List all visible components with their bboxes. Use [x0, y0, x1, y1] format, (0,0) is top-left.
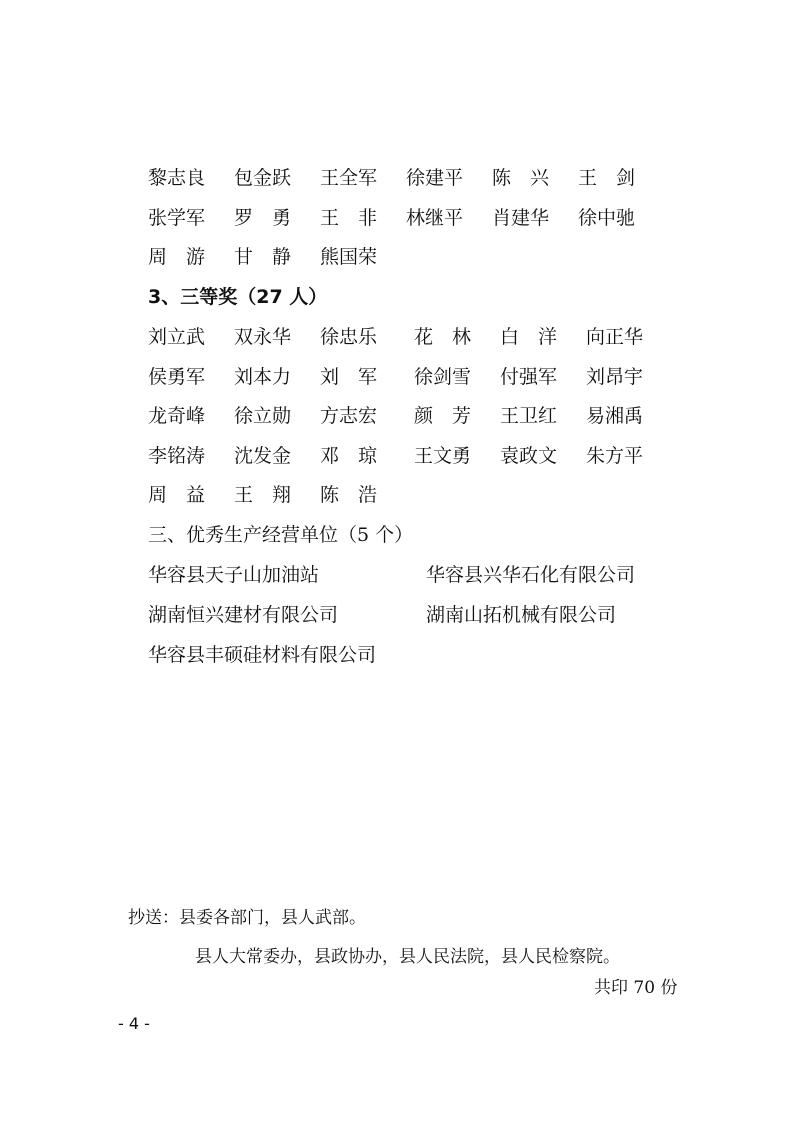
name: 甘 静 — [234, 246, 292, 268]
third-prize-heading: 3、三等奖（27 人） — [148, 286, 328, 308]
name: 王 剑 — [578, 167, 636, 189]
name: 刘立武 — [148, 326, 206, 348]
name: 易湘禹 — [586, 405, 644, 427]
unit-name: 华容县丰硕硅材料有限公司 — [148, 644, 377, 666]
name: 王 翔 — [234, 484, 292, 506]
name: 沈发金 — [234, 445, 292, 467]
name: 李铭涛 — [148, 445, 206, 467]
prev-names-row-1 — [0, 163, 793, 193]
prev-names-row-3 — [0, 242, 793, 272]
name: 袁政文 — [500, 445, 558, 467]
name: 熊国荣 — [320, 246, 378, 268]
third-prize-row-3 — [0, 401, 793, 431]
page-number: - 4 - — [118, 1014, 150, 1033]
name: 朱方平 — [586, 445, 644, 467]
unit-name: 华容县天子山加油站 — [148, 564, 320, 586]
name: 邓 琼 — [320, 445, 378, 467]
unit-name: 华容县兴华石化有限公司 — [426, 564, 636, 586]
name: 罗 勇 — [234, 207, 292, 229]
third-prize-row-4 — [0, 441, 793, 471]
third-prize-row-5 — [0, 480, 793, 510]
name: 侯勇军 — [148, 366, 206, 388]
name: 周 游 — [148, 246, 206, 268]
units-row-1 — [0, 560, 793, 590]
name: 刘 军 — [320, 366, 378, 388]
name: 陈 浩 — [320, 484, 378, 506]
name: 双永华 — [234, 326, 292, 348]
name: 王 非 — [320, 207, 378, 229]
name: 王全军 — [320, 167, 378, 189]
name: 林继平 — [406, 207, 464, 229]
third-prize-row-2 — [0, 362, 793, 392]
unit-name: 湖南山拓机械有限公司 — [426, 604, 617, 626]
cc-line-1: 抄送：县委各部门，县人武部。 — [128, 908, 366, 928]
name: 包金跃 — [234, 167, 292, 189]
name: 向正华 — [586, 326, 644, 348]
name: 方志宏 — [320, 405, 378, 427]
units-row-2 — [0, 600, 793, 630]
name: 刘昂宇 — [586, 366, 644, 388]
name: 周 益 — [148, 484, 206, 506]
units-heading: 三、优秀生产经营单位（5 个） — [148, 524, 414, 546]
name: 黎志良 — [148, 167, 206, 189]
name: 徐忠乐 — [320, 326, 378, 348]
name: 王文勇 — [414, 445, 472, 467]
name: 徐剑雪 — [414, 366, 472, 388]
name: 王卫红 — [500, 405, 558, 427]
name: 张学军 — [148, 207, 206, 229]
cc-line-2: 县人大常委办，县政协办，县人民法院，县人民检察院。 — [195, 947, 620, 967]
name: 肖建华 — [492, 207, 550, 229]
name: 龙奇峰 — [148, 405, 206, 427]
name: 徐建平 — [406, 167, 464, 189]
name: 徐立勋 — [234, 405, 292, 427]
name: 花 林 — [414, 326, 472, 348]
third-prize-row-1 — [0, 322, 793, 352]
name: 颜 芳 — [414, 405, 472, 427]
name: 徐中驰 — [578, 207, 636, 229]
name: 刘本力 — [234, 366, 292, 388]
name: 付强军 — [500, 366, 558, 388]
units-row-3 — [0, 640, 793, 670]
copies-count: 共印 70 份 — [594, 978, 678, 998]
prev-names-row-2 — [0, 203, 793, 233]
unit-name: 湖南恒兴建材有限公司 — [148, 604, 339, 626]
name: 陈 兴 — [492, 167, 550, 189]
name: 白 洋 — [500, 326, 558, 348]
